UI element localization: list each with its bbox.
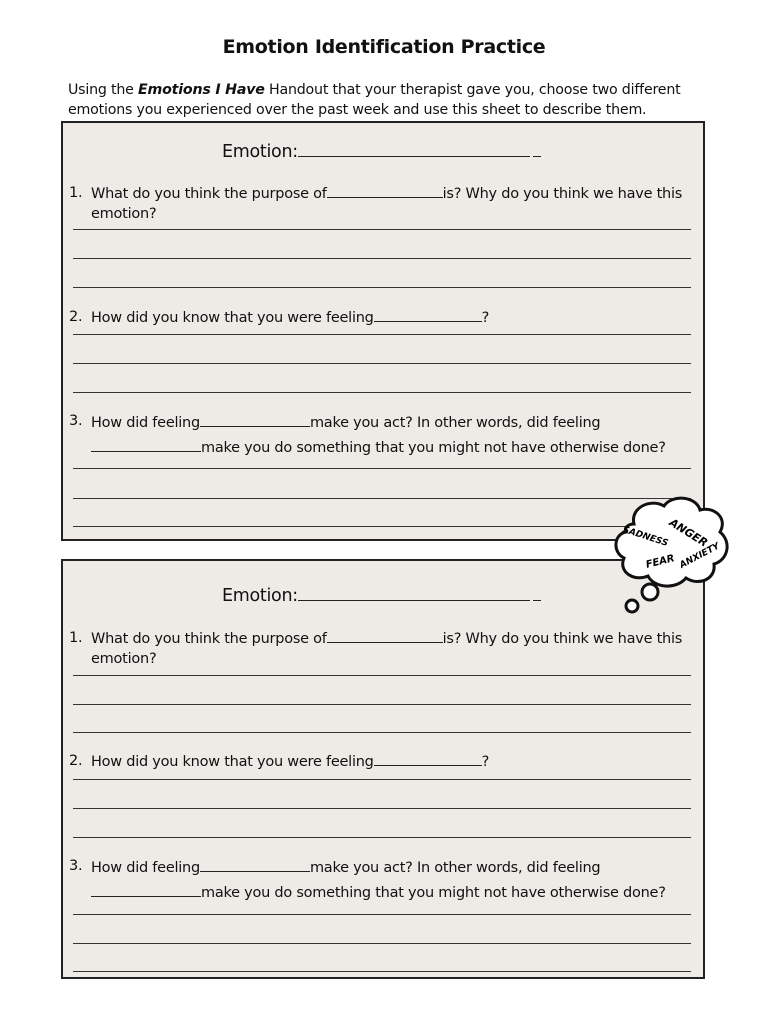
question-text [91,183,689,224]
emotion-blank-inline[interactable] [374,307,482,322]
emotion-blank-inline[interactable] [91,437,201,452]
instructions-before: Using the [68,82,139,98]
instructions [68,80,708,120]
question-text-b: make you act? In other words, did feeling [309,860,601,876]
question-text-b: ? [481,310,490,326]
question-text-a: How did you know that you were feeling [91,754,374,770]
emotion-blank[interactable] [298,140,530,157]
question-text-a: How did feeling [91,860,200,876]
question-text-a: What do you think the purpose of [91,186,327,202]
answer-line[interactable] [73,287,691,288]
emotion-blank-inline[interactable] [200,412,310,427]
emotion-blank-inline[interactable] [91,882,201,897]
question-number: 3. [69,858,83,874]
cloud-bubble-large [642,584,658,600]
answer-line[interactable] [73,229,691,230]
answer-line[interactable] [73,526,691,527]
cloud-shape [616,498,727,586]
answer-line[interactable] [73,732,691,733]
question-number: 1. [69,185,83,201]
emotion-label: Emotion: [222,142,298,162]
question-text [91,411,689,461]
answer-line[interactable] [73,914,691,915]
question-number: 3. [69,413,83,429]
answer-line[interactable] [73,704,691,705]
emotion-blank-inline[interactable] [327,628,443,643]
question-text [91,751,689,772]
emotion-blank-inline[interactable] [200,857,310,872]
question-text [91,307,689,328]
question-text-c: make you do something that you might not have otherwise done? [201,440,666,456]
answer-line[interactable] [73,837,691,838]
emotion-heading [222,584,541,606]
emotion-blank-inline[interactable] [374,751,482,766]
question-text-a: How did feeling [91,415,200,431]
answer-line[interactable] [73,334,691,335]
emotion-blank[interactable] [298,584,530,601]
emotion-blank-inline[interactable] [327,183,443,198]
answer-line[interactable] [73,808,691,809]
question-text-b: is? Why do you think we have this emotion? [91,186,683,222]
answer-line[interactable] [73,971,691,972]
answer-line[interactable] [73,675,691,676]
answer-line[interactable] [73,498,691,499]
question-text-a: How did you know that you were feeling [91,310,374,326]
handout-name: Emotions I Have [138,82,265,98]
instructions-after: Handout that your therapist gave you, choose two different emotions you experienced over the past week and use this sheet to describe them. [68,82,681,118]
emotion-card-2 [61,559,705,979]
question-text [91,856,689,906]
page-title: Emotion Identification Practice [222,36,546,58]
answer-line[interactable] [73,468,691,469]
emotion-heading [222,140,541,162]
question-number: 2. [69,753,83,769]
emotion-card-1 [61,121,705,541]
question-text-b: make you act? In other words, did feeling [309,415,601,431]
question-text-b: is? Why do you think we have this emotion? [91,631,683,667]
cloud-word-anger: ANGER [666,515,710,550]
emotion-label: Emotion: [222,586,298,606]
cloud-word-anxiety: ANXIETY [678,541,722,571]
cloud-bubble-small [626,600,638,612]
answer-line[interactable] [73,943,691,944]
answer-line[interactable] [73,779,691,780]
answer-line[interactable] [73,258,691,259]
question-text-c: make you do something that you might not have otherwise done? [201,885,666,901]
question-text-b: ? [481,754,490,770]
answer-line[interactable] [73,363,691,364]
cloud-word-sadness: SADNESS [621,524,670,550]
question-text [91,628,689,669]
question-number: 2. [69,309,83,325]
question-number: 1. [69,630,83,646]
answer-line[interactable] [73,392,691,393]
emotion-blank-tail [533,584,541,601]
question-text-a: What do you think the purpose of [91,631,327,647]
cloud-word-fear: FEAR [644,553,676,571]
emotion-thought-cloud-icon [612,494,732,620]
emotion-blank-tail [533,140,541,157]
